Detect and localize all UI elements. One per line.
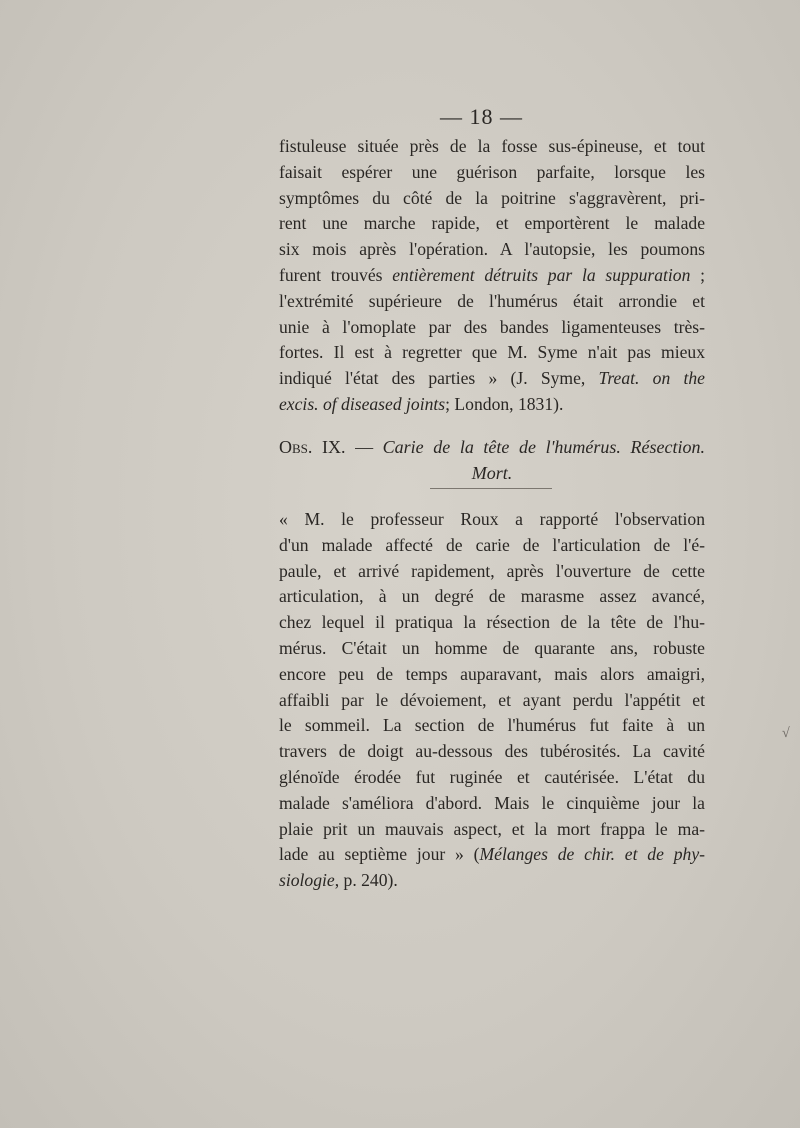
text-line — [279, 315, 705, 341]
heading-line-2: Mort. — [471, 463, 513, 483]
page-number: — 18 — — [440, 104, 523, 129]
text-line — [279, 610, 705, 636]
observation-heading — [279, 434, 705, 486]
heading-title: Carie de la tête de l'humérus. Résection. — [382, 437, 705, 457]
italic-text: siologie — [279, 870, 335, 891]
text-segment: symptômes du côté de la poitrine s'aggravèrent, pri- — [279, 187, 705, 208]
section-divider — [430, 488, 552, 489]
text-line — [279, 688, 705, 714]
italic-text: Treat. on the — [598, 368, 705, 389]
text-segment: fortes. Il est à regretter que M. Syme n'ait pas mieux — [279, 342, 705, 363]
text-segment: articulation, à un degré de marasme assez avancé, — [279, 586, 705, 607]
text-line — [279, 559, 705, 585]
text-segment: « M. le professeur Roux a rapporté l'observation — [279, 509, 705, 529]
text-segment: mérus. C'était un homme de quarante ans, robuste — [279, 637, 705, 658]
text-line — [279, 366, 705, 392]
text-segment: , p. 240). — [334, 870, 398, 891]
text-line — [279, 842, 705, 868]
text-line — [279, 636, 705, 662]
text-segment: indiqué l'état des parties » (J. Syme, — [279, 368, 599, 389]
text-segment: unie à l'omoplate par des bandes ligamenteuses très- — [279, 316, 705, 337]
text-segment: furent trouvés — [279, 264, 393, 285]
text-segment: le sommeil. La section de l'humérus fut faite à un — [279, 715, 705, 736]
text-line — [279, 533, 705, 559]
text-line — [279, 584, 705, 610]
text-line — [279, 289, 705, 315]
text-segment: d'un malade affecté de carie de l'articulation de l'é- — [279, 534, 705, 555]
text-line — [279, 662, 705, 688]
text-segment: lade au septième jour » ( — [279, 844, 480, 865]
text-line — [279, 868, 705, 894]
text-segment: chez lequel il pratiqua la résection de la tête de l'hu- — [279, 612, 705, 633]
text-segment: glénoïde érodée fut ruginée et cautérisée. L'état du — [279, 766, 705, 787]
text-line — [279, 765, 705, 791]
italic-text: Mélanges de chir. et de phy- — [479, 844, 705, 865]
text-segment: ; — [690, 264, 706, 285]
text-line — [279, 160, 705, 186]
text-segment: l'extrémité supérieure de l'humérus était arrondie et — [279, 290, 705, 311]
text-segment: faisait espérer une guérison parfaite, lorsque les — [279, 161, 705, 182]
text-segment: encore peu de temps auparavant, mais alors amaigri, — [279, 663, 705, 684]
text-line — [279, 340, 705, 366]
italic-text: excis. of diseased joints — [279, 393, 446, 414]
text-line — [279, 237, 705, 263]
text-line — [279, 817, 705, 843]
text-line — [279, 392, 705, 418]
paragraph-1 — [279, 134, 705, 418]
text-segment: plaie prit un mauvais aspect, et la mort frappa le ma- — [279, 818, 705, 839]
text-segment: affaibli par le dévoiement, et ayant perdu l'appétit et — [279, 689, 705, 710]
heading-line-1 — [279, 434, 705, 460]
text-line — [279, 211, 705, 237]
text-segment: travers de doigt au-dessous des tubérosités. La cavité — [279, 741, 705, 762]
text-segment: malade s'améliora d'abord. Mais le cinquième jour la — [279, 792, 705, 813]
obs-label: Obs. IX. — [279, 437, 346, 457]
text-line — [279, 713, 705, 739]
margin-pencil-mark: √ — [782, 726, 790, 741]
text-segment: six mois après l'opération. A l'autopsie, les poumons — [279, 239, 705, 260]
text-line — [279, 134, 705, 160]
text-segment: rent une marche rapide, et emportèrent le malade — [279, 213, 705, 234]
text-line — [279, 791, 705, 817]
text-line — [279, 186, 705, 212]
paragraph-2 — [279, 507, 705, 894]
text-line — [279, 507, 705, 533]
text-line — [279, 739, 705, 765]
text-segment: paule, et arrivé rapidement, après l'ouverture de cette — [279, 560, 705, 581]
text-line — [279, 263, 705, 289]
text-segment: ; London, 1831). — [445, 393, 564, 414]
italic-text: entièrement détruits par la suppuration — [392, 264, 691, 285]
heading-dash: — — [345, 437, 383, 457]
text-segment: fistuleuse située près de la fosse sus-épineuse, et tout — [279, 136, 705, 156]
